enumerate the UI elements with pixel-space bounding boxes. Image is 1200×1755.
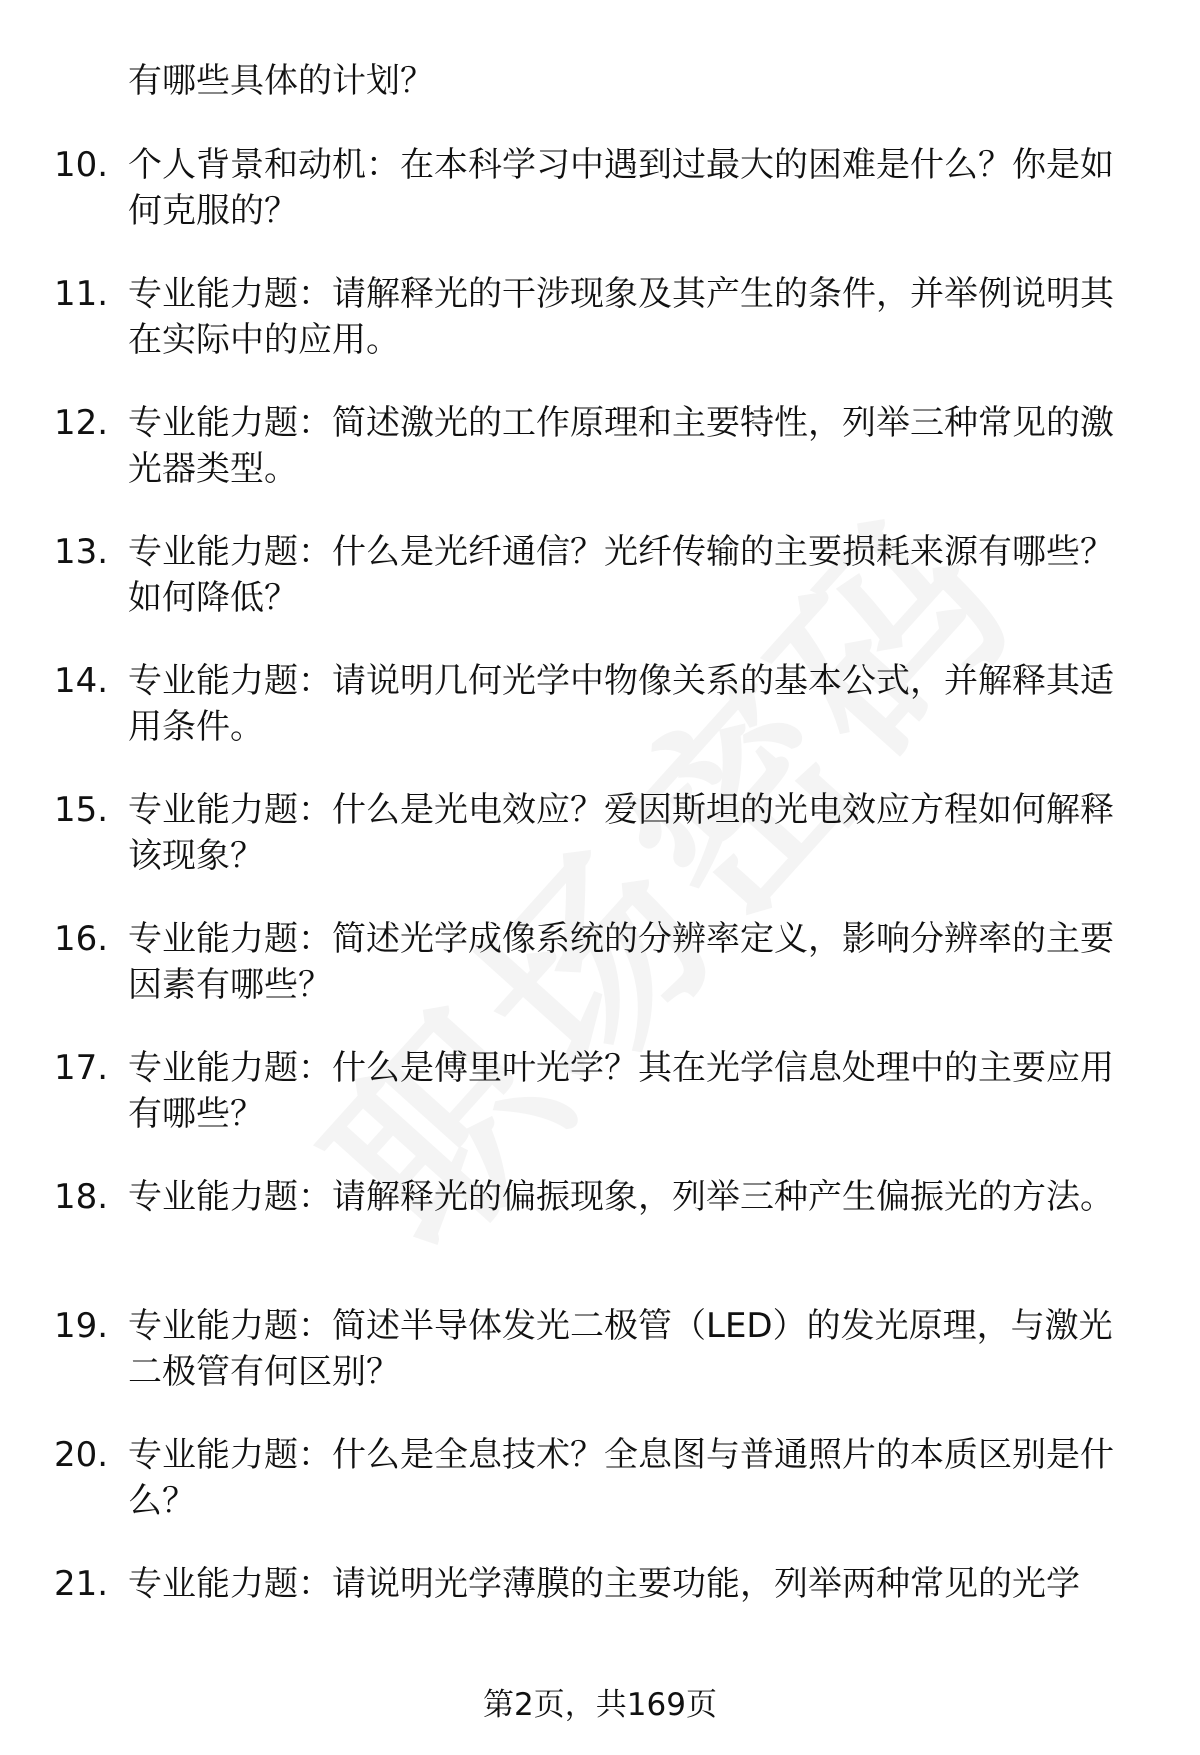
question-text: 专业能力题：请解释光的干涉现象及其产生的条件，并举例说明其在实际中的应用。 xyxy=(128,274,1114,360)
question-text: 专业能力题：简述半导体发光二极管（LED）的发光原理，与激光二极管有何区别？ xyxy=(128,1306,1113,1392)
question-text: 专业能力题：什么是光纤通信？光纤传输的主要损耗来源有哪些？如何降低？ xyxy=(128,532,1114,618)
question-item xyxy=(0,1303,1200,1432)
question-text: 专业能力题：什么是傅里叶光学？其在光学信息处理中的主要应用有哪些？ xyxy=(128,1048,1114,1134)
question-number: 14. xyxy=(54,661,109,701)
question-list xyxy=(0,142,1200,1690)
question-text: 专业能力题：请解释光的偏振现象，列举三种产生偏振光的方法。 xyxy=(128,1177,1114,1217)
question-text: 个人背景和动机：在本科学习中遇到过最大的困难是什么？你是如何克服的？ xyxy=(128,145,1114,231)
question-text: 专业能力题：简述光学成像系统的分辨率定义，影响分辨率的主要因素有哪些？ xyxy=(128,919,1114,1005)
question-number: 13. xyxy=(54,532,109,572)
question-number: 17. xyxy=(54,1048,109,1088)
question-item xyxy=(0,271,1200,400)
question-text: 专业能力题：请说明光学薄膜的主要功能，列举两种常见的光学 xyxy=(128,1564,1080,1604)
question-item xyxy=(0,400,1200,529)
question-text: 专业能力题：什么是光电效应？爱因斯坦的光电效应方程如何解释该现象？ xyxy=(128,790,1114,876)
question-item xyxy=(0,529,1200,658)
question-text: 专业能力题：什么是全息技术？全息图与普通照片的本质区别是什么？ xyxy=(128,1435,1114,1521)
question-number: 21. xyxy=(54,1564,109,1604)
question-number: 19. xyxy=(54,1306,109,1346)
question-number: 20. xyxy=(54,1435,109,1475)
question-number: 16. xyxy=(54,919,109,959)
question-number: 11. xyxy=(54,274,109,314)
question-text: 专业能力题：简述激光的工作原理和主要特性，列举三种常见的激光器类型。 xyxy=(128,403,1114,489)
question-item xyxy=(0,1045,1200,1174)
question-item xyxy=(0,1561,1200,1690)
page-footer: 第2页，共169页 xyxy=(483,1687,717,1723)
question-number: 12. xyxy=(54,403,109,443)
question-item xyxy=(0,916,1200,1045)
question-item xyxy=(0,142,1200,271)
question-text: 专业能力题：请说明几何光学中物像关系的基本公式，并解释其适用条件。 xyxy=(128,661,1114,747)
question-number: 18. xyxy=(54,1177,109,1217)
question-item xyxy=(0,787,1200,916)
question-item xyxy=(0,1174,1200,1303)
continuation-text: 有哪些具体的计划？ xyxy=(128,61,434,101)
question-number: 10. xyxy=(54,145,109,185)
question-number: 15. xyxy=(54,790,109,830)
question-item xyxy=(0,658,1200,787)
question-item xyxy=(0,1432,1200,1561)
